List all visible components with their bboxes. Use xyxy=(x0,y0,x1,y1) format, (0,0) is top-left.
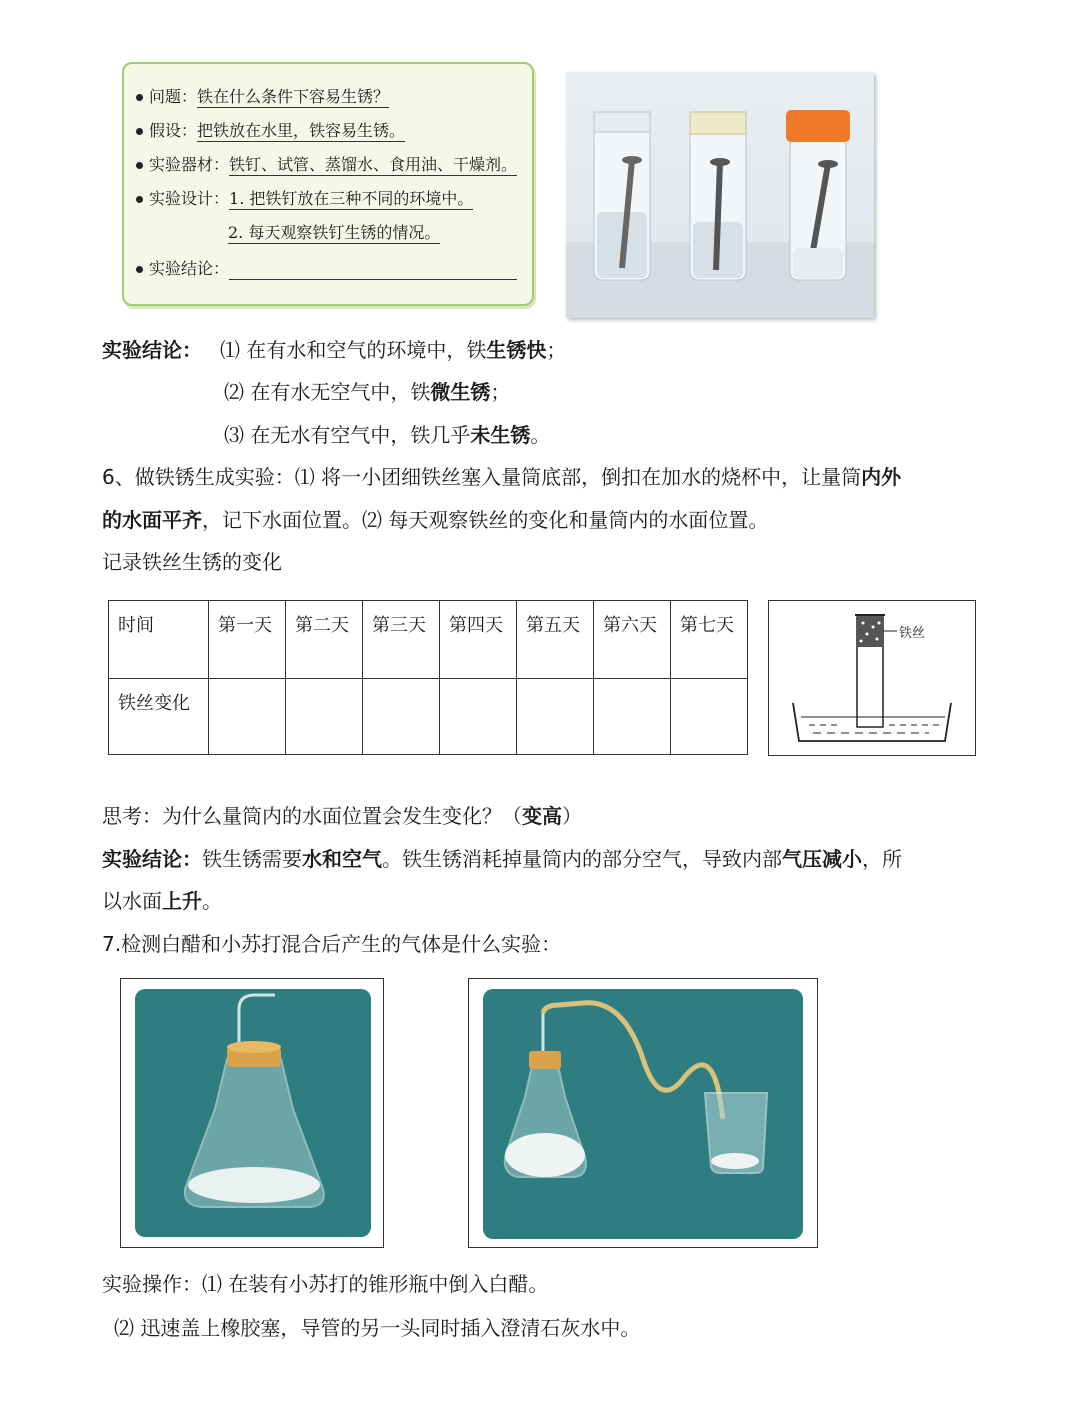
section6-bold-2: 的水面平齐 xyxy=(102,508,202,532)
tube-dry-capped xyxy=(786,110,850,280)
conclusion2-text-5: 。 xyxy=(202,889,222,913)
table-header-row xyxy=(109,601,748,679)
conclusion2-line-2 xyxy=(102,887,222,915)
conclusion2-text-4: 以水面 xyxy=(102,889,162,913)
card-hypothesis xyxy=(136,120,405,142)
table-header-cell: 第三天 xyxy=(363,601,440,679)
bullet-icon xyxy=(136,128,143,135)
section7-op2: ⑵ 迅速盖上橡胶塞，导管的另一头同时插入澄清石灰水中。 xyxy=(114,1316,641,1340)
card-design-2 xyxy=(228,222,440,244)
card-conclusion xyxy=(136,258,517,280)
section7-title: 7.检测白醋和小苏打混合后产生的气体是什么实验： xyxy=(102,932,562,956)
bullet-icon xyxy=(136,196,143,203)
conclusion-line-1 xyxy=(102,336,566,364)
bullet-icon xyxy=(136,94,143,101)
thinking-end: ） xyxy=(562,804,582,828)
question-text: 铁在什么条件下容易生锈？ xyxy=(197,87,390,106)
hypothesis-text: 把铁放在水里，铁容易生锈。 xyxy=(197,121,406,140)
conclusion-blank xyxy=(229,261,517,280)
experiment-card xyxy=(122,62,534,306)
table-row xyxy=(109,679,748,755)
table-header-cell: 第六天 xyxy=(594,601,671,679)
record-title: 记录铁丝生锈的变化 xyxy=(102,550,282,574)
conclusion2-title: 实验结论： xyxy=(102,847,202,871)
conclusion-line-3 xyxy=(224,421,550,449)
question-label: 问题： xyxy=(149,87,198,106)
table-cell-empty xyxy=(286,679,363,755)
table-header-cell: 时间 xyxy=(109,601,209,679)
table-row-label: 铁丝变化 xyxy=(109,679,209,755)
hypothesis-label: 假设： xyxy=(149,121,198,140)
table-header-cell: 第七天 xyxy=(671,601,748,679)
bullet-icon xyxy=(136,266,143,273)
conclusion-item3-bold: 未生锈 xyxy=(470,423,531,447)
table-cell-empty xyxy=(209,679,286,755)
table-header-cell: 第二天 xyxy=(286,601,363,679)
thinking-answer: 变高 xyxy=(522,804,562,828)
flask-tube-beaker-illustration xyxy=(483,989,803,1239)
table-header-cell: 第四天 xyxy=(440,601,517,679)
conclusion2-line-1 xyxy=(102,845,902,873)
materials-label: 实验器材： xyxy=(149,155,230,174)
conclusion-title: 实验结论： xyxy=(102,338,202,362)
section6-line-1 xyxy=(102,463,901,491)
table-header-cell: 第一天 xyxy=(209,601,286,679)
thinking-line xyxy=(102,802,582,830)
conclusion2-bold-2: 气压减小 xyxy=(782,847,862,871)
section6-text-2: ，记下水面位置。⑵ 每天观察铁丝的变化和量筒内的水面位置。 xyxy=(202,508,769,532)
table-cell-empty xyxy=(363,679,440,755)
conclusion2-text-3: ，所 xyxy=(862,847,902,871)
table-cell-empty xyxy=(517,679,594,755)
card-design xyxy=(136,188,473,210)
tube-water-only xyxy=(594,112,650,280)
flask-photo-1 xyxy=(120,978,384,1248)
section6-line-2 xyxy=(102,506,768,534)
test-tubes-illustration xyxy=(566,72,874,318)
thinking-question: 思考：为什么量筒内的水面位置会发生变化？（ xyxy=(102,804,522,828)
conclusion-label: 实验结论： xyxy=(149,259,230,278)
diagram-label-wire: 铁丝 xyxy=(899,626,926,641)
card-question xyxy=(136,86,389,108)
conclusion-item2-text: ⑵ 在有水无空气中，铁 xyxy=(224,380,431,404)
flask-photo-2 xyxy=(468,978,818,1248)
conclusion2-text-1: 铁生锈需要 xyxy=(202,847,302,871)
conclusion-item3-end: 。 xyxy=(530,423,551,447)
section6-text-1: 6、做铁锈生成实验：⑴ 将一小团细铁丝塞入量筒底部，倒扣在加水的烧杯中，让量筒 xyxy=(102,465,862,489)
design-step-2: 2. 每天观察铁钉生锈的情况。 xyxy=(228,223,441,242)
table-header-cell: 第五天 xyxy=(517,601,594,679)
conclusion2-text-2: 。铁生锈消耗掉量筒内的部分空气，导致内部 xyxy=(382,847,782,871)
section6-bold-1: 内外 xyxy=(861,465,902,489)
materials-text: 铁钉、试管、蒸馏水、食用油、干燥剂。 xyxy=(229,155,518,174)
design-step-1: 1. 把铁钉放在三种不同的环境中。 xyxy=(229,189,474,208)
conclusion-item1-text: ⑴ 在有水和空气的环境中，铁 xyxy=(220,338,487,362)
cylinder-diagram xyxy=(768,600,976,756)
flask-photo-1-bg xyxy=(135,989,371,1237)
design-label: 实验设计： xyxy=(149,189,230,208)
table-cell-empty xyxy=(440,679,517,755)
bullet-icon xyxy=(136,162,143,169)
flask-illustration xyxy=(135,989,371,1237)
conclusion-item1-bold: 生锈快 xyxy=(486,338,547,362)
conclusion-item1-end: ； xyxy=(546,338,567,362)
conclusion-item2-bold: 微生锈 xyxy=(430,380,491,404)
rust-record-table xyxy=(108,600,748,755)
conclusion-item2-end: ； xyxy=(490,380,511,404)
table-cell-empty xyxy=(671,679,748,755)
conclusion2-bold-1: 水和空气 xyxy=(302,847,382,871)
table-cell-empty xyxy=(594,679,671,755)
tube-oil-water xyxy=(690,112,746,280)
section7-op1: 实验操作：⑴ 在装有小苏打的锥形瓶中倒入白醋。 xyxy=(102,1272,549,1296)
conclusion-item3-text: ⑶ 在无水有空气中，铁几乎 xyxy=(224,423,471,447)
flask-photo-2-bg xyxy=(483,989,803,1239)
conclusion-line-2 xyxy=(224,378,510,406)
cylinder-beaker-drawing xyxy=(769,601,974,754)
card-materials xyxy=(136,154,517,176)
test-tubes-photo xyxy=(566,72,874,318)
conclusion2-bold-3: 上升 xyxy=(162,889,202,913)
